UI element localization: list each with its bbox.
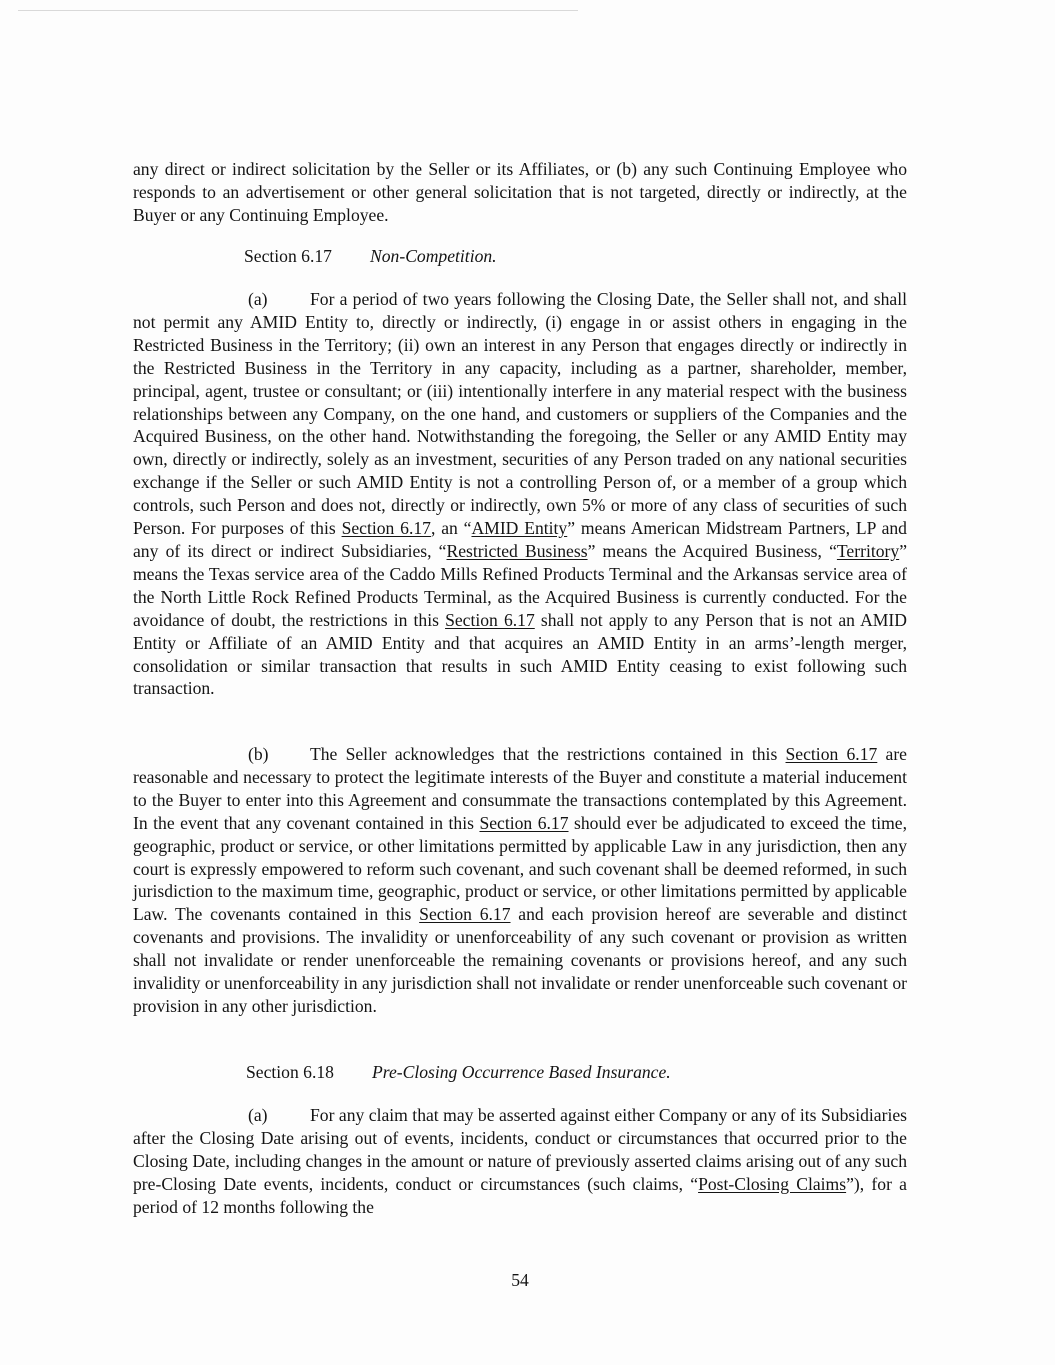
section-title: Non-Competition. <box>370 246 497 266</box>
section-number: Section 6.18 <box>246 1062 334 1082</box>
defined-term: Restricted Business <box>446 540 588 561</box>
section-reference: Section 6.17 <box>445 609 535 630</box>
section-6-17-heading <box>244 245 497 268</box>
paragraph-label: (a) <box>248 289 268 309</box>
paragraph-label: (a) <box>248 1105 268 1125</box>
section-title: Pre-Closing Occurrence Based Insurance. <box>372 1062 671 1082</box>
paragraph-continuation <box>133 158 907 227</box>
section-reference: Section 6.17 <box>419 904 511 925</box>
page-number: 54 <box>511 1270 529 1290</box>
paragraph-text: any direct or indirect solicitation by the Seller or its Affiliates, or (b) any such Continuing Employee who responds to an advertisement or other general solicitation that is not targeted, directly or indirectly, at the Buyer or any Continuing Employee. <box>133 159 907 225</box>
paragraph-6-17-a: (a) For a period of two years following the Closing Date, the Seller shall not, and shall not permit any AMID Entity to, directly or indirectly, (i) engage in or assist others in engaging in the Restricted Business in the Territory; (ii) own an interest in any Person that engages directly or indirectly in the Restricted Business in the Territory in any capacity, including as a partner, shareholder, member, principal, agent, trustee or consultant; or (iii) intentionally interfere in any material respect with the business relationships between any Company, on the one hand, and customers or suppliers of the Companies and the Acquired Business, on the other hand. Notwithstanding the foregoing, the Seller or any AMID Entity may own, directly or indirectly, solely as an investment, securities of any Person traded on any national securities exchange if the Seller or such AMID Entity is not a controlling Person of, or a member of a group which controls, such Person and does not, directly or indirectly, own 5% or more of any class of securities of such Person. For purposes of this Section 6.17, an “AMID Entity” means American Midstream Partners, LP and any of its direct or indirect Subsidiaries, “Restricted Business” means the Acquired Business, “Territory” means the Texas service area of the Caddo Mills Refined Products Terminal and the Arkansas service area of the North Little Rock Refined Products Terminal, as the Acquired Business is currently conducted. For the avoidance of doubt, the restrictions in this Section 6.17 shall not apply to any Person that is not an AMID Entity or Affiliate of an AMID Entity and that acquires an AMID Entity in an arms’-length merger, consolidation or similar transaction that results in such AMID Entity ceasing to exist following such transaction. <box>133 289 907 699</box>
paragraph-6-17-b: (b) The Seller acknowledges that the restrictions contained in this Section 6.17 are reasonable and necessary to protect the legitimate interests of the Buyer and constitute a material inducement to the Buyer to enter into this Agreement and consummate the transactions contemplated by this Agreement. In the event that any covenant contained in this Section 6.17 should ever be adjudicated to exceed the time, geographic, product or service, or other limitations permitted by applicable Law in any jurisdiction, then any court is expressly empowered to reform such covenant, and such covenant shall be deemed reformed, in such jurisdiction to the maximum time, geographic, product or service, or other limitations permitted by applicable Law. The covenants contained in this Section 6.17 and each provision hereof are severable and distinct covenants and provisions. The invalidity or unenforceability of any such covenant or provision as written shall not invalidate or render unenforceable the remaining covenants or provisions hereof, and any such invalidity or unenforceability in any jurisdiction shall not invalidate or render unenforceable such covenant or provision in any other jurisdiction. <box>133 744 907 1016</box>
section-reference: Section 6.17 <box>479 812 569 833</box>
section-reference: Section 6.17 <box>341 518 431 539</box>
defined-term: Territory <box>836 540 900 561</box>
defined-term: Post-Closing Claims <box>698 1173 847 1194</box>
section-number: Section 6.17 <box>244 246 332 266</box>
section-6-18-heading <box>246 1061 671 1084</box>
scan-edge-line <box>18 10 578 11</box>
paragraph-6-18-a: (a) For any claim that may be asserted against either Company or any of its Subsidiaries after the Closing Date arising out of events, incidents, conduct or circumstances that occurred prior to the Closing Date, including changes in the amount or nature of previously asserted claims arising out of any such pre-Closing Date events, incidents, conduct or circumstances (such claims, “Post-Closing Claims”), for a period of 12 months following the <box>133 1105 907 1217</box>
section-reference: Section 6.17 <box>785 744 878 764</box>
paragraph-label: (b) <box>248 744 269 764</box>
defined-term: AMID Entity <box>471 518 568 539</box>
